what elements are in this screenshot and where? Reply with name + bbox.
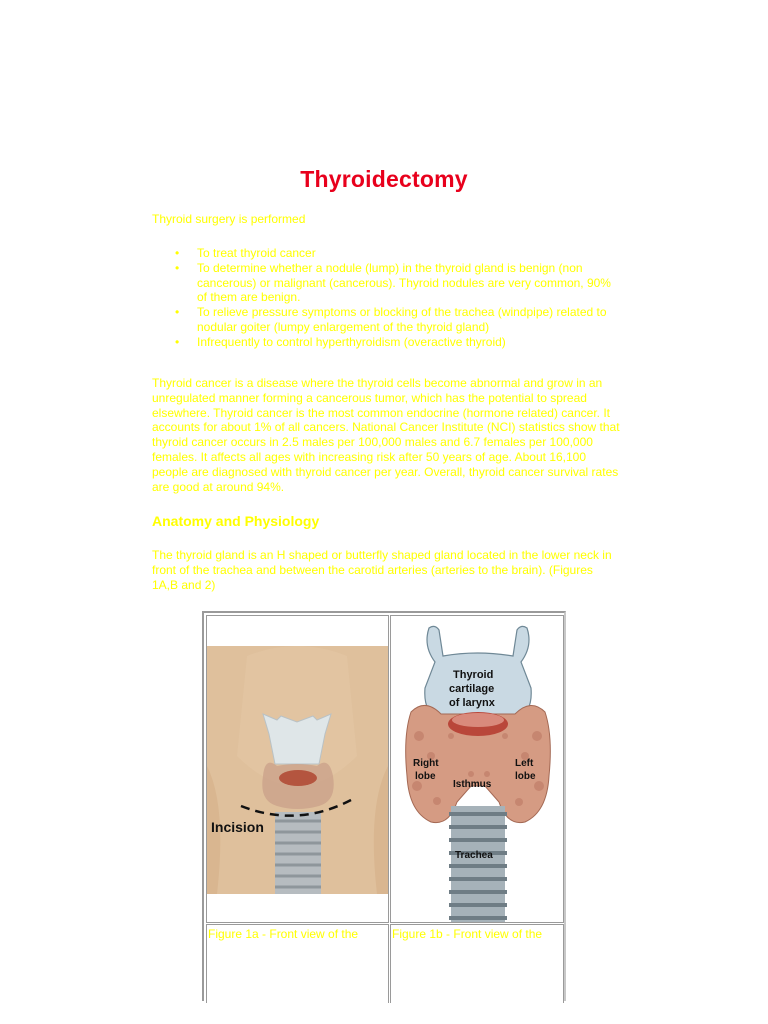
thyroid-cartilage-label: Thyroid (453, 669, 494, 681)
figure-1a-cell (206, 615, 389, 923)
svg-text:of larynx: of larynx (449, 697, 495, 709)
figure-1b-image (391, 616, 563, 922)
figure-1b-cell (390, 615, 564, 923)
svg-text:lobe: lobe (515, 771, 536, 782)
svg-text:lobe: lobe (415, 771, 436, 782)
figure-1b-caption-cell (390, 924, 564, 1003)
incision-label: Incision (211, 819, 264, 835)
svg-text:cartilage: cartilage (449, 683, 495, 695)
section-heading: Anatomy and Physiology (152, 513, 320, 529)
left-lobe-label: Left (515, 758, 534, 769)
bullet-icon: • (175, 334, 180, 349)
figure-1a-caption: Figure 1a - Front view of the (208, 927, 359, 941)
figure-1b-caption: Figure 1b - Front view of the (392, 927, 543, 941)
list-item: • To relieve pressure symptoms or blocking of the trachea (windpipe) related to nodular goiter (lumpy enlargement of the thyroid gland) (175, 305, 607, 334)
list-item: • To determine whether a nodule (lump) in the thyroid gland is benign (non cancerous) or malignant (cancerous). Thyroid nodules are very common, 90% of them are benign. (175, 260, 611, 305)
list-item: • To treat thyroid cancer (175, 246, 316, 260)
bullet-icon: • (175, 246, 180, 260)
cancer-paragraph: Thyroid cancer is a disease where the thyroid cells become abnormal and grow in an unregulated manner forming a cancerous tumor, which has the potential to spread elsewhere. Thyroid cancer is the most common endocrine (hormone related) cancer. It accounts for about 1% of all cancers. National Cancer Institute (NCI) statistics show that thyroid cancer occurs in 2.5 males per 100,000 males and 6.7 females per 100,000 females. It affects all ages with increasing risk after 50 years of age. About 16,100 people are diagnosed with thyroid cancer per year. Overall, thyroid cancer survival rates are good at around 94%. (152, 376, 620, 494)
figure-table (202, 611, 566, 1001)
page-title: Thyroidectomy (300, 166, 468, 192)
right-lobe-label: Right (413, 758, 439, 769)
bullet-icon: • (175, 305, 180, 320)
isthmus-label: Isthmus (453, 779, 492, 790)
list-item: • Infrequently to control hyperthyroidism (overactive thyroid) (175, 334, 506, 349)
intro-text: Thyroid surgery is performed (152, 212, 306, 226)
figure-1a-image (207, 616, 388, 922)
anatomy-paragraph: The thyroid gland is an H shaped or butterfly shaped gland located in the lower neck in front of the trachea and between the carotid arteries (arteries to the brain). (Figures 1A,B and 2) (152, 548, 612, 592)
figure-1a-caption-cell (206, 924, 389, 1003)
indications-list (152, 246, 622, 350)
bullet-icon: • (175, 260, 180, 275)
trachea-label: Trachea (455, 850, 493, 861)
